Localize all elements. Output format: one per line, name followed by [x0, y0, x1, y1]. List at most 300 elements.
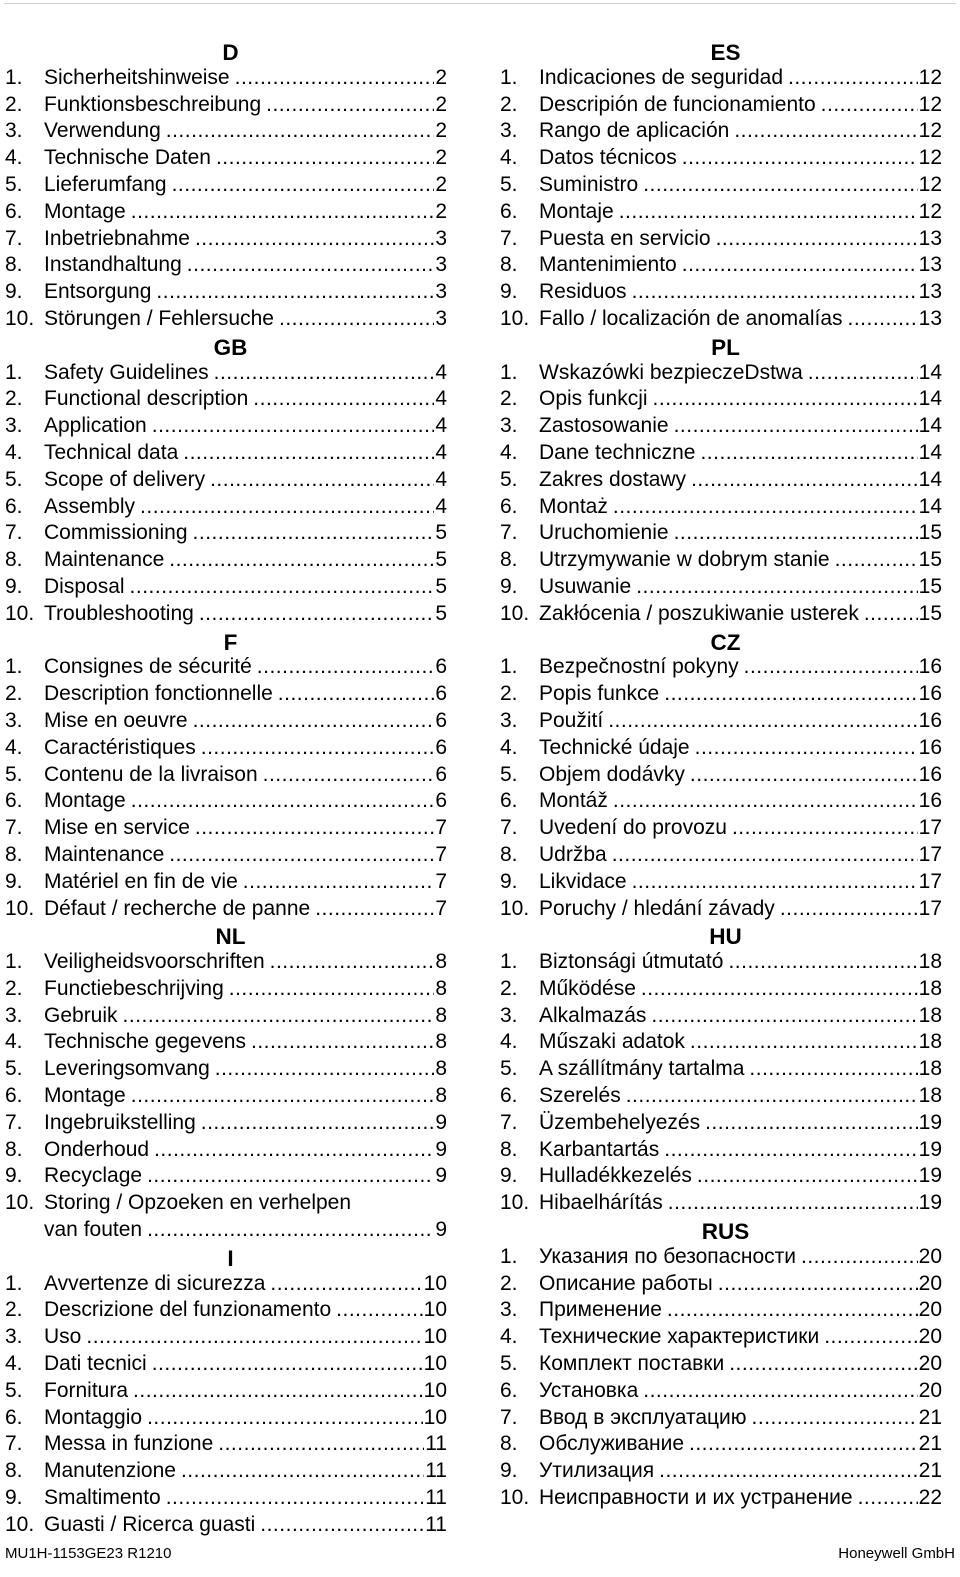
toc-entry[interactable] — [495, 547, 942, 574]
entry-page-number: 2 — [435, 146, 447, 170]
entry-title: Likvidace — [539, 869, 627, 893]
entry-number: 7. — [5, 816, 23, 840]
section-heading: D — [222, 40, 239, 65]
footer-company: Honeywell GmbH — [838, 1545, 955, 1562]
dot-leader — [734, 118, 917, 145]
dot-leader — [643, 1378, 917, 1405]
dot-leader — [270, 1271, 422, 1298]
dot-leader — [752, 1405, 918, 1432]
toc-entry[interactable] — [0, 1297, 447, 1324]
toc-entry[interactable] — [495, 1271, 942, 1298]
entry-title: Commissioning — [44, 521, 188, 545]
entry-number: 3. — [500, 119, 518, 143]
dot-leader — [808, 360, 918, 387]
entry-page-number: 18 — [918, 976, 942, 1000]
entry-page-number: 9 — [435, 1137, 447, 1161]
toc-entry[interactable] — [0, 172, 447, 199]
entry-page-number: 16 — [918, 762, 942, 786]
dot-leader — [632, 869, 918, 896]
toc-entry[interactable] — [495, 1056, 942, 1083]
entry-page-number: 6 — [435, 655, 447, 679]
entry-number: 8. — [5, 253, 23, 277]
toc-entry[interactable] — [495, 869, 942, 896]
toc-entry[interactable] — [495, 1244, 942, 1271]
entry-title: Matériel en fin de vie — [44, 869, 238, 893]
toc-entry[interactable] — [0, 1351, 447, 1378]
entry-number: 1. — [500, 950, 518, 974]
toc-entry[interactable] — [0, 1003, 447, 1030]
entry-number: 9. — [5, 280, 23, 304]
toc-entry[interactable] — [0, 226, 447, 253]
dot-leader — [123, 1003, 435, 1030]
toc-entry-continuation[interactable] — [0, 1217, 447, 1244]
entry-title: Troubleshooting — [44, 601, 194, 625]
toc-entry[interactable] — [495, 145, 942, 172]
entry-title: Montage — [44, 789, 126, 813]
dot-leader — [659, 1458, 918, 1485]
entry-title: Ввод в эксплуатацию — [539, 1405, 747, 1429]
toc-entry[interactable] — [0, 440, 447, 467]
entry-page-number: 4 — [435, 387, 447, 411]
toc-entry[interactable] — [0, 1110, 447, 1137]
dot-leader — [131, 199, 435, 226]
entry-title: Zakłócenia / poszukiwanie usterek — [539, 601, 859, 625]
entry-title: Maintenance — [44, 548, 165, 572]
entry-number: 4. — [5, 1352, 23, 1376]
entry-page-number: 14 — [918, 387, 942, 411]
toc-entry[interactable] — [495, 896, 942, 923]
dot-leader — [253, 386, 434, 413]
entry-title: Puesta en servicio — [539, 226, 711, 250]
dot-leader — [169, 842, 434, 869]
entry-page-number: 10 — [423, 1271, 447, 1295]
toc-entry[interactable] — [0, 1163, 447, 1190]
entry-title: Montaggio — [44, 1405, 143, 1429]
entry-page-number: 3 — [435, 226, 447, 250]
toc-entry[interactable] — [0, 1083, 447, 1110]
dot-leader — [744, 654, 918, 681]
toc-entry[interactable] — [0, 279, 447, 306]
entry-page-number: 4 — [435, 360, 447, 384]
entry-page-number: 4 — [435, 494, 447, 518]
dot-leader — [169, 547, 434, 574]
toc-entry[interactable] — [495, 654, 942, 681]
entry-title: Suministro — [539, 172, 639, 196]
dot-leader — [641, 976, 918, 1003]
dot-leader — [183, 440, 434, 467]
toc-entry[interactable] — [0, 1137, 447, 1164]
dot-leader — [682, 252, 918, 279]
dot-leader — [848, 306, 918, 333]
toc-entry[interactable] — [495, 520, 942, 547]
entry-title: Gebruik — [44, 1003, 118, 1027]
entry-page-number: 7 — [435, 842, 447, 866]
entry-number: 8. — [500, 548, 518, 572]
entry-number: 10. — [5, 1512, 35, 1536]
toc-entry[interactable] — [495, 574, 942, 601]
entry-number: 8. — [500, 1432, 518, 1456]
dot-leader — [210, 467, 434, 494]
entry-number: 5. — [500, 762, 518, 786]
toc-entry[interactable] — [495, 1110, 942, 1137]
toc-entry[interactable] — [0, 681, 447, 708]
entry-number: 7. — [500, 1405, 518, 1429]
entry-number: 9. — [5, 1164, 23, 1188]
entry-number: 1. — [5, 655, 23, 679]
entry-page-number: 4 — [435, 414, 447, 438]
entry-page-number: 2 — [435, 199, 447, 223]
dot-leader — [732, 815, 918, 842]
entry-title: Utrzymywanie w dobrym stanie — [539, 548, 830, 572]
toc-entry[interactable] — [0, 467, 447, 494]
toc-entry[interactable] — [495, 1458, 942, 1485]
entry-page-number: 12 — [918, 199, 942, 223]
toc-entry[interactable] — [495, 440, 942, 467]
entry-title: Alkalmazás — [539, 1003, 647, 1027]
toc-entry[interactable] — [0, 65, 447, 92]
toc-entry[interactable] — [0, 896, 447, 923]
toc-entry[interactable] — [0, 601, 447, 628]
toc-entry[interactable] — [495, 1003, 942, 1030]
entry-title: Guasti / Ricerca guasti — [44, 1512, 256, 1536]
toc-entry[interactable] — [495, 1137, 942, 1164]
entry-title: Défaut / recherche de panne — [44, 896, 311, 920]
entry-page-number: 8 — [435, 1084, 447, 1108]
toc-entry[interactable] — [0, 654, 447, 681]
entry-number: 4. — [500, 440, 518, 464]
toc-entry[interactable] — [0, 1431, 447, 1458]
toc-entry[interactable] — [0, 1458, 447, 1485]
entry-page-number: 14 — [918, 494, 942, 518]
entry-number: 5. — [500, 1057, 518, 1081]
entry-number: 9. — [500, 280, 518, 304]
entry-page-number: 20 — [918, 1325, 942, 1349]
toc-entry[interactable] — [495, 788, 942, 815]
entry-number: 6. — [500, 1378, 518, 1402]
toc-entry[interactable] — [0, 386, 447, 413]
entry-number: 3. — [500, 414, 518, 438]
dot-leader — [195, 226, 434, 253]
entry-page-number: 14 — [918, 360, 942, 384]
entry-title: Recyclage — [44, 1164, 143, 1188]
toc-entry[interactable] — [0, 1324, 447, 1351]
entry-title: Functional description — [44, 387, 249, 411]
entry-page-number: 10 — [423, 1405, 447, 1429]
entry-number: 5. — [5, 1378, 23, 1402]
entry-number: 6. — [5, 789, 23, 813]
entry-number: 4. — [500, 1030, 518, 1054]
entry-number: 6. — [500, 789, 518, 813]
entry-title: Fornitura — [44, 1378, 129, 1402]
toc-entry[interactable] — [495, 1378, 942, 1405]
toc-entry[interactable] — [495, 118, 942, 145]
entry-page-number: 10 — [423, 1378, 447, 1402]
dot-leader — [864, 601, 918, 628]
toc-entry[interactable] — [0, 252, 447, 279]
toc-entry[interactable] — [495, 1190, 942, 1217]
entry-page-number: 3 — [435, 306, 447, 330]
entry-title: Указания по безопасности — [539, 1244, 796, 1268]
entry-number: 6. — [5, 1405, 23, 1429]
toc-entry[interactable] — [495, 92, 942, 119]
entry-title: Wskazówki bezpieczeDstwa — [539, 360, 803, 384]
entry-page-number: 8 — [435, 1030, 447, 1054]
dot-leader — [608, 708, 917, 735]
dot-leader — [140, 494, 434, 521]
toc-entry[interactable] — [0, 1378, 447, 1405]
entry-number: 9. — [5, 1486, 23, 1510]
entry-title: Manutenzione — [44, 1459, 176, 1483]
entry-page-number: 20 — [918, 1244, 942, 1268]
entry-title: Описание работы — [539, 1271, 713, 1295]
dot-leader — [195, 815, 434, 842]
toc-entry[interactable] — [495, 681, 942, 708]
dot-leader — [749, 1056, 917, 1083]
toc-entry[interactable] — [495, 1485, 942, 1512]
entry-title: Scope of delivery — [44, 467, 206, 491]
toc-entry[interactable] — [495, 1405, 942, 1432]
toc-entry[interactable] — [495, 467, 942, 494]
dot-leader — [279, 306, 434, 333]
entry-number: 1. — [500, 65, 518, 89]
toc-entry[interactable] — [495, 735, 942, 762]
dot-leader — [187, 252, 435, 279]
toc-entry[interactable] — [495, 279, 942, 306]
dot-leader — [216, 145, 434, 172]
toc-entry[interactable] — [495, 708, 942, 735]
dot-leader — [636, 574, 917, 601]
entry-number: 5. — [5, 1057, 23, 1081]
entry-page-number: 7 — [435, 816, 447, 840]
entry-title: A szállítmány tartalma — [539, 1057, 745, 1081]
entry-number: 10. — [500, 306, 530, 330]
toc-entry[interactable] — [495, 360, 942, 387]
entry-number: 2. — [5, 682, 23, 706]
toc-entry[interactable] — [495, 1431, 942, 1458]
dot-leader — [278, 681, 435, 708]
section-heading: GB — [213, 334, 248, 360]
entry-page-number: 13 — [918, 226, 942, 250]
entry-title: Szerelés — [539, 1084, 621, 1108]
toc-entry[interactable] — [495, 1163, 942, 1190]
entry-number: 8. — [500, 1137, 518, 1161]
entry-title: Technical data — [44, 440, 179, 464]
toc-entry[interactable] — [0, 547, 447, 574]
toc-entry[interactable] — [0, 574, 447, 601]
toc-entry[interactable] — [0, 494, 447, 521]
toc-entry[interactable] — [495, 815, 942, 842]
entry-title: Leveringsomvang — [44, 1057, 210, 1081]
entry-page-number: 16 — [918, 655, 942, 679]
toc-entry[interactable] — [0, 413, 447, 440]
toc-entry[interactable] — [0, 1485, 447, 1512]
toc-entry[interactable] — [495, 949, 942, 976]
toc-entry[interactable] — [495, 413, 942, 440]
entry-number: 3. — [500, 1298, 518, 1322]
entry-page-number: 16 — [918, 682, 942, 706]
entry-number: 4. — [500, 735, 518, 759]
toc-entry[interactable] — [0, 708, 447, 735]
dot-leader — [632, 279, 918, 306]
toc-entry[interactable] — [495, 65, 942, 92]
entry-title: Fallo / localización de anomalías — [539, 306, 843, 330]
toc-entry[interactable] — [0, 520, 447, 547]
entry-title: Mise en oeuvre — [44, 708, 188, 732]
dot-leader — [718, 1271, 918, 1298]
entry-number: 7. — [5, 1110, 23, 1134]
dot-leader — [243, 869, 435, 896]
entry-page-number: 8 — [435, 1057, 447, 1081]
entry-page-number: 11 — [425, 1459, 447, 1483]
entry-title: Storing / Opzoeken en verhelpen — [44, 1191, 352, 1215]
entry-title: Datos técnicos — [539, 146, 677, 170]
entry-number: 2. — [500, 1271, 518, 1295]
toc-entry[interactable] — [495, 601, 942, 628]
entry-number: 5. — [500, 172, 518, 196]
toc-entry[interactable] — [0, 1190, 447, 1217]
entry-number: 2. — [500, 92, 518, 116]
entry-number: 2. — [500, 387, 518, 411]
dot-leader — [674, 520, 918, 547]
dot-leader — [626, 1083, 918, 1110]
toc-entry[interactable] — [0, 788, 447, 815]
entry-number: 7. — [500, 1110, 518, 1134]
toc-entry[interactable] — [0, 1512, 447, 1539]
toc-entry[interactable] — [495, 306, 942, 333]
section-heading: HU — [709, 924, 742, 950]
entry-page-number: 18 — [918, 1003, 942, 1027]
dot-leader — [801, 1244, 918, 1271]
entry-number: 9. — [5, 869, 23, 893]
toc-entry[interactable] — [0, 815, 447, 842]
entry-page-number: 4 — [435, 440, 447, 464]
dot-leader — [613, 494, 918, 521]
entry-page-number: 13 — [918, 280, 942, 304]
entry-title: Montáž — [539, 789, 608, 813]
entry-title: Opis funkcji — [539, 387, 648, 411]
toc-entry[interactable] — [495, 252, 942, 279]
toc-entry[interactable] — [0, 118, 447, 145]
dot-leader — [619, 199, 918, 226]
dot-leader — [154, 1137, 434, 1164]
dot-leader — [181, 1458, 424, 1485]
toc-entry[interactable] — [0, 360, 447, 387]
dot-leader — [716, 226, 918, 253]
entry-page-number: 19 — [918, 1191, 942, 1215]
toc-entry[interactable] — [0, 949, 447, 976]
toc-entry[interactable] — [495, 976, 942, 1003]
toc-entry[interactable] — [0, 869, 447, 896]
toc-entry[interactable] — [495, 386, 942, 413]
entry-title: Contenu de la livraison — [44, 762, 258, 786]
entry-page-number: 5 — [435, 548, 447, 572]
entry-title: Veiligheidsvoorschriften — [44, 950, 265, 974]
entry-number: 4. — [5, 735, 23, 759]
toc-entry[interactable] — [495, 226, 942, 253]
toc-entry[interactable] — [0, 976, 447, 1003]
toc-entry[interactable] — [0, 145, 447, 172]
toc-entry[interactable] — [495, 494, 942, 521]
toc-entry[interactable] — [0, 735, 447, 762]
entry-title: Műszaki adatok — [539, 1030, 685, 1054]
entry-number: 6. — [500, 199, 518, 223]
entry-page-number: 9 — [435, 1218, 447, 1242]
toc-entry[interactable] — [0, 842, 447, 869]
toc-entry[interactable] — [0, 306, 447, 333]
toc-entry[interactable] — [495, 199, 942, 226]
entry-number: 8. — [5, 1459, 23, 1483]
toc-entry[interactable] — [495, 842, 942, 869]
toc-entry[interactable] — [0, 199, 447, 226]
entry-number: 8. — [500, 842, 518, 866]
entry-page-number: 2 — [435, 92, 447, 116]
entry-page-number: 21 — [918, 1459, 942, 1483]
entry-title: Uruchomienie — [539, 521, 669, 545]
toc-entry[interactable] — [0, 1405, 447, 1432]
entry-title: Residuos — [539, 280, 627, 304]
toc-entry[interactable] — [495, 1083, 942, 1110]
entry-title: Lieferumfang — [44, 172, 167, 196]
dot-leader — [336, 1297, 422, 1324]
toc-entry[interactable] — [495, 762, 942, 789]
entry-title: Montage — [44, 1084, 126, 1108]
entry-page-number: 11 — [425, 1432, 447, 1456]
entry-page-number: 20 — [918, 1378, 942, 1402]
entry-page-number: 19 — [918, 1164, 942, 1188]
entry-page-number: 9 — [435, 1164, 447, 1188]
entry-page-number: 6 — [435, 789, 447, 813]
toc-entry[interactable] — [0, 762, 447, 789]
entry-number: 10. — [500, 1486, 530, 1510]
entry-number: 6. — [5, 494, 23, 518]
entry-number: 1. — [5, 65, 23, 89]
toc-entry[interactable] — [0, 92, 447, 119]
entry-title: Descripión de funcionamiento — [539, 92, 816, 116]
entry-page-number: 9 — [435, 1110, 447, 1134]
dot-leader — [788, 65, 918, 92]
toc-entry[interactable] — [0, 1056, 447, 1083]
footer-doc-code: MU1H-1153GE23 R1210 — [5, 1545, 172, 1562]
entry-page-number: 15 — [918, 548, 942, 572]
entry-number: 10. — [5, 306, 35, 330]
dot-leader — [260, 1512, 424, 1539]
entry-number: 8. — [500, 253, 518, 277]
toc-entry[interactable] — [0, 1271, 447, 1298]
entry-title-continued: van fouten — [44, 1218, 143, 1242]
entry-title: Instandhaltung — [44, 253, 182, 277]
dot-leader — [193, 520, 435, 547]
toc-entry[interactable] — [495, 1029, 942, 1056]
dot-leader — [131, 788, 435, 815]
entry-number: 4. — [500, 1325, 518, 1349]
toc-entry[interactable] — [495, 1297, 942, 1324]
dot-leader — [131, 1083, 435, 1110]
dot-leader — [218, 1431, 424, 1458]
entry-title: Description fonctionnelle — [44, 682, 273, 706]
toc-entry[interactable] — [495, 1351, 942, 1378]
dot-leader — [643, 172, 917, 199]
entry-page-number: 5 — [435, 574, 447, 598]
toc-entry[interactable] — [495, 1324, 942, 1351]
entry-title: Maintenance — [44, 842, 165, 866]
entry-number: 2. — [5, 976, 23, 1000]
dot-leader — [214, 360, 435, 387]
toc-entry[interactable] — [0, 1029, 447, 1056]
dot-leader — [152, 1351, 423, 1378]
entry-title: Установка — [539, 1378, 639, 1402]
entry-title: Entsorgung — [44, 280, 152, 304]
toc-entry[interactable] — [495, 172, 942, 199]
